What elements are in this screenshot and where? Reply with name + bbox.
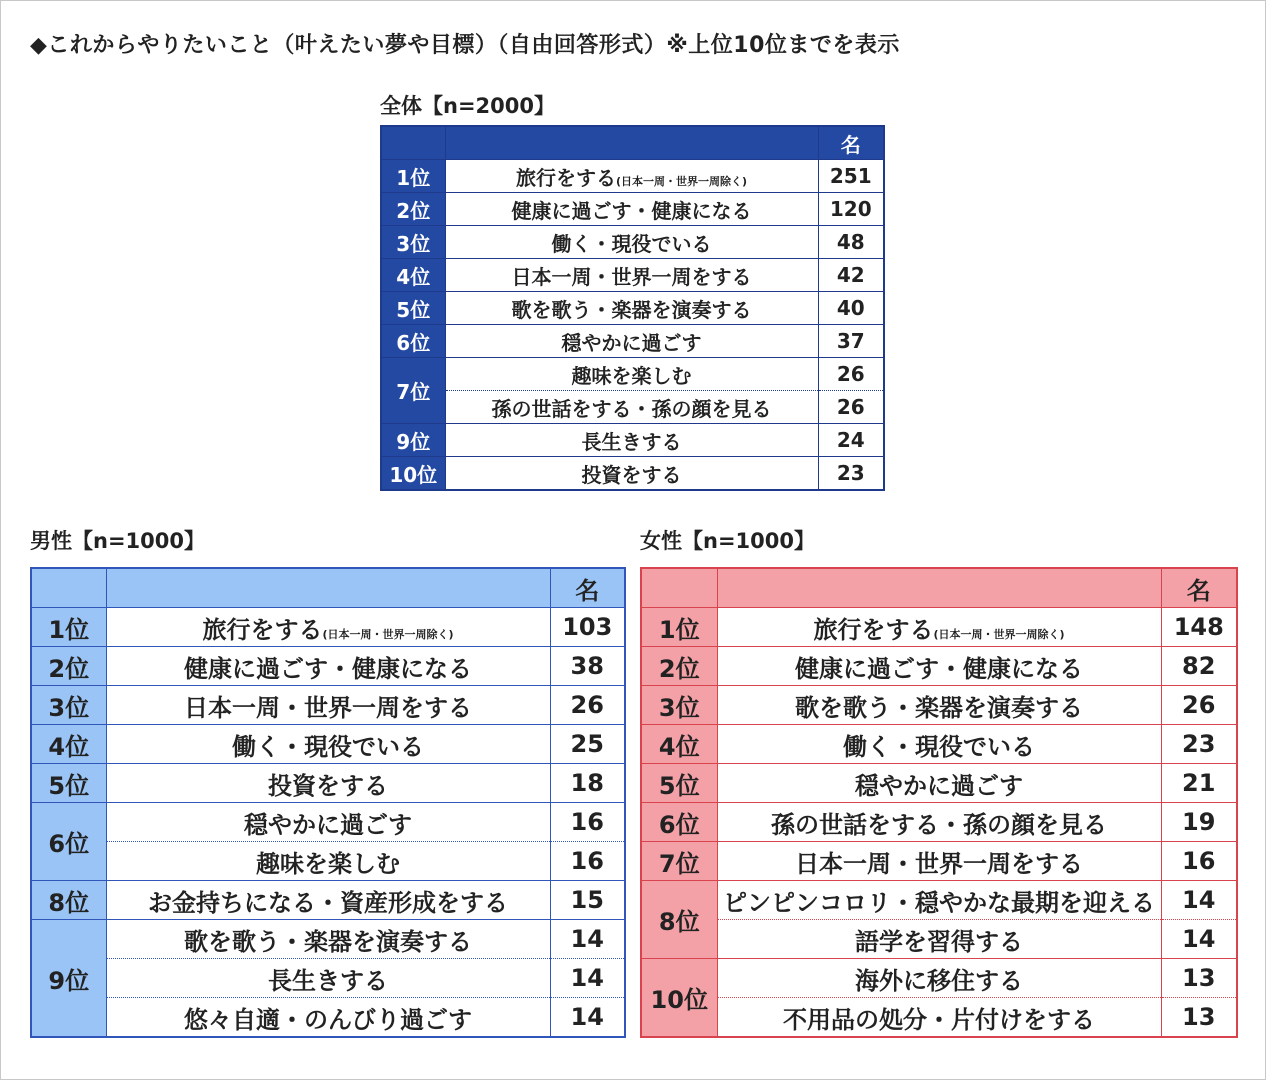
item-cell: 歌を歌う・楽器を演奏する [106,920,550,959]
table-header-row [381,126,884,160]
rank-cell: 5位 [381,292,445,325]
item-cell: 趣味を楽しむ [106,842,550,881]
table-row [381,325,884,358]
value-cell: 18 [550,764,625,803]
rank-cell: 1位 [641,608,717,647]
item-cell: 穏やかに過ごす [445,325,818,358]
table-row [381,358,884,391]
rank-cell: 7位 [381,358,445,424]
item-cell: 歌を歌う・楽器を演奏する [717,686,1161,725]
item-cell: 健康に過ごす・健康になる [717,647,1161,686]
value-cell: 48 [818,226,884,259]
table-row [31,842,625,881]
value-cell: 16 [550,803,625,842]
value-cell: 23 [1161,725,1237,764]
item-cell: 働く・現役でいる [717,725,1161,764]
item-cell: 投資をする [106,764,550,803]
rank-cell: 4位 [381,259,445,292]
value-cell: 14 [1161,881,1237,920]
rank-cell: 4位 [641,725,717,764]
value-cell: 24 [818,424,884,457]
item-cell: 穏やかに過ごす [106,803,550,842]
table-row [381,391,884,424]
overall-ranking-table [380,125,885,491]
item-note: (日本一周・世界一周除く) [933,627,1065,641]
value-cell: 26 [818,358,884,391]
item-cell: 日本一周・世界一周をする [445,259,818,292]
value-cell: 40 [818,292,884,325]
table-row [381,292,884,325]
table-row [31,764,625,803]
value-cell: 148 [1161,608,1237,647]
item-cell: 穏やかに過ごす [717,764,1161,803]
table-row [381,259,884,292]
item-cell: 健康に過ごす・健康になる [445,193,818,226]
value-cell: 26 [550,686,625,725]
value-cell: 37 [818,325,884,358]
rank-cell: 6位 [31,803,106,881]
value-cell: 120 [818,193,884,226]
item-note: (日本一周・世界一周除く) [615,174,748,188]
item-text: 旅行をする [813,615,934,644]
rank-cell: 9位 [31,920,106,1038]
rank-header-cell [641,568,717,608]
item-cell: 孫の世話をする・孫の顔を見る [717,803,1161,842]
rank-cell: 2位 [381,193,445,226]
item-cell: 日本一周・世界一周をする [106,686,550,725]
item-cell: 孫の世話をする・孫の顔を見る [445,391,818,424]
table-row [641,764,1237,803]
table-row [641,920,1237,959]
table-row [381,193,884,226]
table-row [641,959,1237,998]
table-row [31,998,625,1038]
item-note: (日本一周・世界一周除く) [322,627,454,641]
rank-cell: 1位 [31,608,106,647]
male-heading: 男性【n=1000】 [30,529,205,553]
unit-header-cell: 名 [550,568,625,608]
value-cell: 103 [550,608,625,647]
unit-header-cell: 名 [818,126,884,160]
table-row [641,608,1237,647]
rank-cell: 3位 [381,226,445,259]
rank-cell: 2位 [31,647,106,686]
table-row [641,998,1237,1038]
female-ranking-table [640,567,1238,1038]
page-title: ◆これからやりたいこと（叶えたい夢や目標）（自由回答形式）※上位10位までを表示 [30,33,900,58]
item-cell [445,160,818,193]
item-cell: お金持ちになる・資産形成をする [106,881,550,920]
item-cell: 長生きする [445,424,818,457]
table-row [381,160,884,193]
value-cell: 251 [818,160,884,193]
item-cell: 語学を習得する [717,920,1161,959]
rank-cell: 6位 [641,803,717,842]
table-row [31,686,625,725]
item-header-cell [106,568,550,608]
value-cell: 25 [550,725,625,764]
item-text: 旅行をする [515,165,616,190]
rank-cell: 3位 [31,686,106,725]
value-cell: 16 [1161,842,1237,881]
value-cell: 13 [1161,998,1237,1038]
value-cell: 19 [1161,803,1237,842]
table-row [641,686,1237,725]
value-cell: 21 [1161,764,1237,803]
rank-cell: 5位 [641,764,717,803]
item-header-cell [445,126,818,160]
item-header-cell [717,568,1161,608]
table-row [31,959,625,998]
item-cell: 投資をする [445,457,818,491]
table-row [381,226,884,259]
rank-cell: 10位 [381,457,445,491]
rank-cell: 3位 [641,686,717,725]
table-row [31,647,625,686]
table-row [641,842,1237,881]
rank-cell: 8位 [31,881,106,920]
item-cell: 日本一周・世界一周をする [717,842,1161,881]
rank-cell: 1位 [381,160,445,193]
item-cell: 不用品の処分・片付けをする [717,998,1161,1038]
rank-header-cell [381,126,445,160]
rank-cell: 7位 [641,842,717,881]
value-cell: 15 [550,881,625,920]
value-cell: 26 [1161,686,1237,725]
table-row [31,920,625,959]
item-cell: 長生きする [106,959,550,998]
item-cell: 歌を歌う・楽器を演奏する [445,292,818,325]
table-row [31,725,625,764]
item-cell: 働く・現役でいる [445,226,818,259]
value-cell: 82 [1161,647,1237,686]
item-cell [717,608,1161,647]
rank-cell: 8位 [641,881,717,959]
item-cell: 海外に移住する [717,959,1161,998]
value-cell: 14 [550,920,625,959]
item-cell: 働く・現役でいる [106,725,550,764]
item-cell [106,608,550,647]
table-row [381,424,884,457]
table-header-row [641,568,1237,608]
overall-heading: 全体【n=2000】 [380,94,555,118]
item-cell: 健康に過ごす・健康になる [106,647,550,686]
rank-cell: 9位 [381,424,445,457]
table-row [641,725,1237,764]
unit-header-cell: 名 [1161,568,1237,608]
item-cell: ピンピンコロリ・穏やかな最期を迎える [717,881,1161,920]
value-cell: 16 [550,842,625,881]
value-cell: 13 [1161,959,1237,998]
table-header-row [31,568,625,608]
table-row [641,803,1237,842]
table-row [381,457,884,491]
rank-cell: 5位 [31,764,106,803]
table-row [31,881,625,920]
rank-cell: 6位 [381,325,445,358]
male-ranking-table [30,567,626,1038]
item-cell: 趣味を楽しむ [445,358,818,391]
rank-cell: 4位 [31,725,106,764]
table-row [31,608,625,647]
table-row [641,881,1237,920]
table-row [31,803,625,842]
value-cell: 14 [1161,920,1237,959]
value-cell: 38 [550,647,625,686]
value-cell: 23 [818,457,884,491]
item-cell: 悠々自適・のんびり過ごす [106,998,550,1038]
female-heading: 女性【n=1000】 [640,529,815,553]
rank-cell: 2位 [641,647,717,686]
rank-cell: 10位 [641,959,717,1038]
value-cell: 14 [550,959,625,998]
value-cell: 14 [550,998,625,1038]
item-text: 旅行をする [202,615,323,644]
table-row [641,647,1237,686]
value-cell: 26 [818,391,884,424]
rank-header-cell [31,568,106,608]
value-cell: 42 [818,259,884,292]
